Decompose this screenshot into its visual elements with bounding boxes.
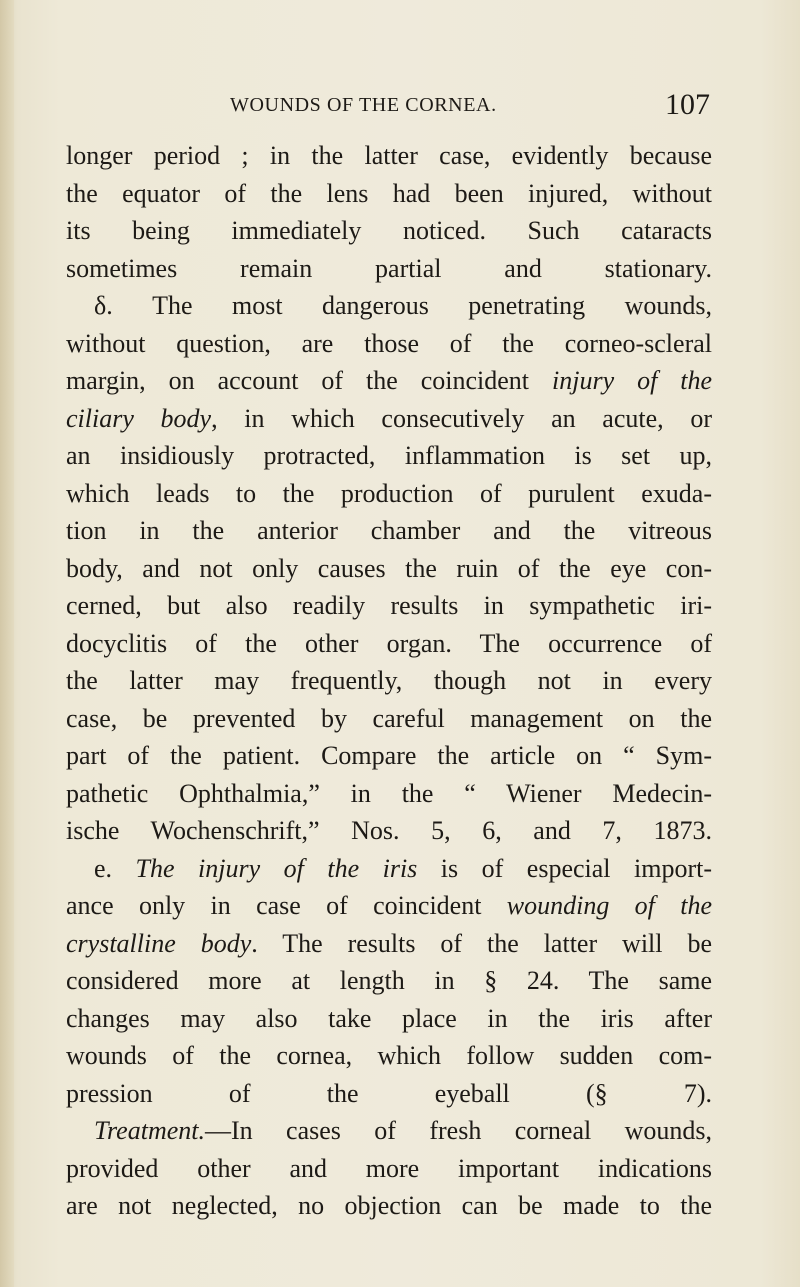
text-line [66, 1112, 712, 1150]
text-segment: the equator of the lens had been injured, without [66, 178, 712, 208]
text-segment: cerned, but also readily results in sympathetic iri- [66, 591, 712, 620]
italic-text: ciliary body [66, 403, 212, 433]
text-segment: body, and not only causes the ruin of the eye con- [66, 553, 712, 583]
text-line [66, 1037, 712, 1075]
text-line [66, 625, 712, 663]
text-segment: is of especial import- [417, 853, 713, 883]
italic-text: The injury of the iris [135, 853, 418, 883]
body-text [66, 137, 712, 1225]
text-line [66, 325, 712, 363]
text-segment: pathetic Ophthalmia,” in the “ Wiener Medecin- [66, 778, 712, 808]
text-segment: , in which consecutively an acute, or [211, 403, 712, 433]
text-segment: an insidiously protracted, inflammation is set up, [66, 441, 712, 470]
text-segment: which leads to the production of purulent exuda- [66, 478, 712, 508]
text-segment: . The results of the latter will be [251, 928, 712, 958]
text-segment: provided other and more important indications [66, 1153, 712, 1183]
italic-text: injury of the [552, 366, 713, 395]
text-segment: margin, on account of the coincident [66, 366, 552, 395]
italic-text: crystalline body [66, 928, 252, 958]
text-segment: e. [94, 853, 136, 883]
text-segment: considered more at length in § 24. The same [66, 966, 712, 995]
text-segment: ance only in case of coincident [66, 891, 507, 920]
italic-text: wounding of the [506, 891, 712, 920]
italic-text: Treatment. [94, 1116, 205, 1145]
running-head: WOUNDS OF THE CORNEA. [230, 94, 497, 116]
text-line [66, 1187, 712, 1225]
text-segment: without question, are those of the corneo-scleral [66, 328, 712, 358]
text-segment: —In cases of fresh corneal wounds, [204, 1116, 712, 1145]
page-gutter-shadow [0, 0, 14, 1287]
text-line [66, 475, 712, 513]
text-line [66, 850, 712, 888]
text-line [66, 212, 712, 250]
text-line [66, 362, 712, 400]
text-segment: wounds of the cornea, which follow sudden com- [66, 1041, 712, 1070]
text-segment: its being immediately noticed. Such cataracts [66, 216, 712, 245]
text-segment: pression of the eyeball (§ 7). [66, 1078, 712, 1108]
text-line [66, 812, 712, 850]
text-line [66, 512, 712, 550]
text-line [66, 700, 712, 738]
text-line [66, 250, 712, 288]
text-line [66, 587, 712, 625]
page-header [66, 88, 710, 128]
text-segment: longer period ; in the latter case, evidently because [66, 141, 712, 170]
text-segment: tion in the anterior chamber and the vitreous [66, 516, 712, 545]
text-segment: part of the patient. Compare the article on “ Sym- [66, 741, 712, 770]
text-line [66, 662, 712, 700]
text-line [66, 175, 712, 213]
page-number: 107 [665, 88, 710, 121]
text-line [66, 887, 712, 925]
text-line [66, 775, 712, 813]
text-line [66, 737, 712, 775]
text-line [66, 400, 712, 438]
text-segment: sometimes remain partial and stationary. [66, 253, 712, 283]
text-line [66, 437, 712, 475]
text-segment: the latter may frequently, though not in every [66, 666, 712, 695]
text-line [66, 1075, 712, 1113]
text-segment: changes may also take place in the iris after [66, 1003, 712, 1033]
text-line [66, 1000, 712, 1038]
text-segment: are not neglected, no objection can be made to the [66, 1191, 712, 1220]
text-line [66, 287, 712, 325]
text-line [66, 550, 712, 588]
text-line [66, 1150, 712, 1188]
text-line [66, 962, 712, 1000]
text-line [66, 925, 712, 963]
text-segment: case, be prevented by careful management on the [66, 703, 712, 733]
text-line [66, 137, 712, 175]
text-segment: docyclitis of the other organ. The occurrence of [66, 628, 712, 658]
text-segment: δ. The most dangerous penetrating wounds, [94, 291, 712, 320]
text-segment: ische Wochenschrift,” Nos. 5, 6, and 7, 1873. [66, 816, 712, 845]
